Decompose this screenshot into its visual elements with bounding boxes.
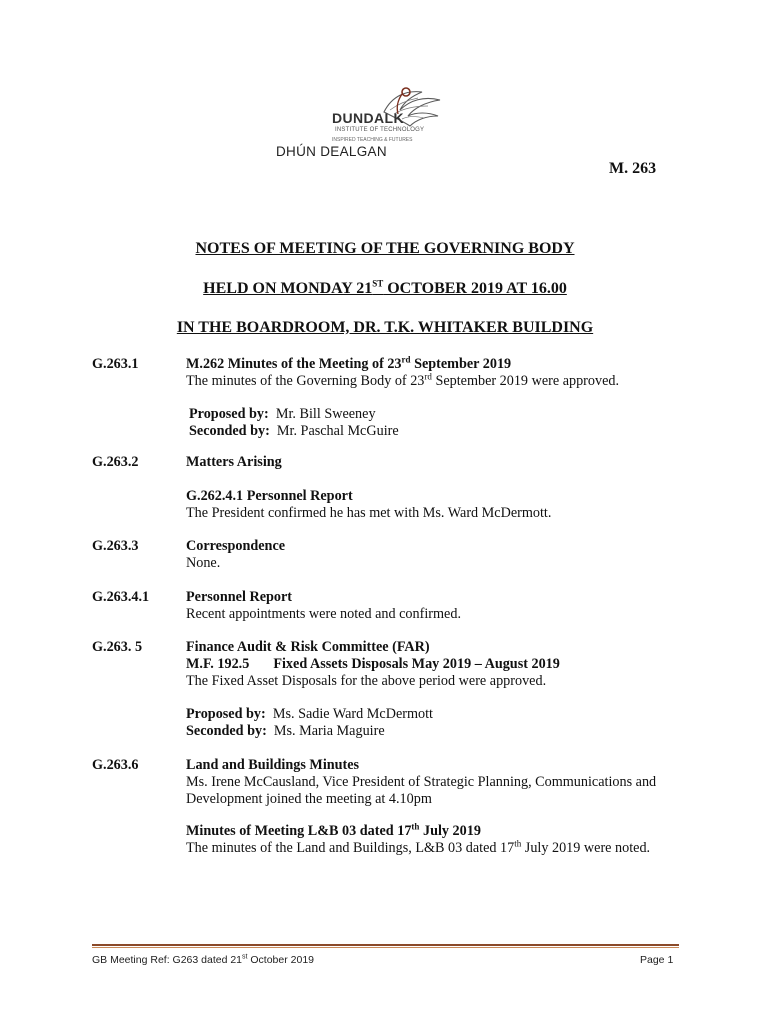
sub-item-title: Minutes of Meeting L&B 03 dated 17th July 2019 [186,821,481,839]
document-reference: M. 263 [609,160,657,177]
logo-tagline: INSPIRED TEACHING & FUTURES [332,137,413,143]
sub-item-title: G.262.4.1 Personnel Report [186,488,353,504]
item-ref: G.263.2 [92,454,139,470]
item-title: Personnel Report [186,589,292,605]
item-6-body [186,757,678,808]
item-ref: G.263.4.1 [92,589,150,605]
dundalk-logo [272,86,444,162]
item-title: M.262 Minutes of the Meeting of 23rd September 2019 [186,354,512,372]
heading-location: IN THE BOARDROOM, DR. T.K. WHITAKER BUILDING [176,319,594,336]
item-2-sub [186,488,678,522]
item-3-body [186,538,678,572]
seconder: Seconded by: Mr. Paschal McGuire [189,423,399,439]
item-1-votes [189,406,681,440]
item-4-body [186,589,678,623]
item-title: Land and Buildings Minutes [186,757,360,773]
item-6-sub [186,823,678,857]
footer-meeting-ref: GB Meeting Ref: G263 dated 21st October 2019 [92,953,315,966]
proposer: Proposed by: Mr. Bill Sweeney [189,406,376,422]
logo-name: DUNDALK [332,110,405,126]
logo-subtitle: INSTITUTE OF TECHNOLOGY [335,127,425,133]
item-5-votes [186,706,678,740]
heading-date: HELD ON MONDAY 21ST OCTOBER 2019 AT 16.00 [203,278,567,297]
item-text: The President confirmed he has met with Ms. Ward McDermott. [186,505,552,521]
item-text: The minutes of the Governing Body of 23rd September 2019 were approved. [186,371,620,389]
proposer: Proposed by: Ms. Sadie Ward McDermott [186,706,433,722]
heading-title: NOTES OF MEETING OF THE GOVERNING BODY [195,240,575,257]
item-text: None. [186,555,221,571]
seconder: Seconded by: Ms. Maria Maguire [186,723,385,739]
footer-rule-thin [92,947,679,948]
item-ref: G.263. 5 [92,639,143,655]
item-title: Finance Audit & Risk Committee (FAR) [186,639,430,655]
item-ref: G.263.6 [92,757,139,773]
item-ref: G.263.1 [92,356,139,372]
page-number: Page 1 [640,954,674,966]
item-text: The minutes of the Land and Buildings, L&B 03 dated 17th July 2019 were noted. [186,838,651,856]
item-title: Correspondence [186,538,286,554]
logo-irish-name: DHÚN DEALGAN [276,144,387,159]
footer-rule [92,944,679,946]
sub-item-title: M.F. 192.5 Fixed Assets Disposals May 2019 – August 2019 [186,656,560,672]
item-ref: G.263.3 [92,538,139,554]
item-text: Ms. Irene McCausland, Vice President of Strategic Planning, Communications and Development joined the meeting at 4.10pm [186,774,657,807]
item-title: Matters Arising [186,454,282,470]
item-5-body [186,639,678,690]
item-1-body [186,356,678,390]
item-text: Recent appointments were noted and confirmed. [186,606,461,622]
item-text: The Fixed Asset Disposals for the above period were approved. [186,673,547,689]
